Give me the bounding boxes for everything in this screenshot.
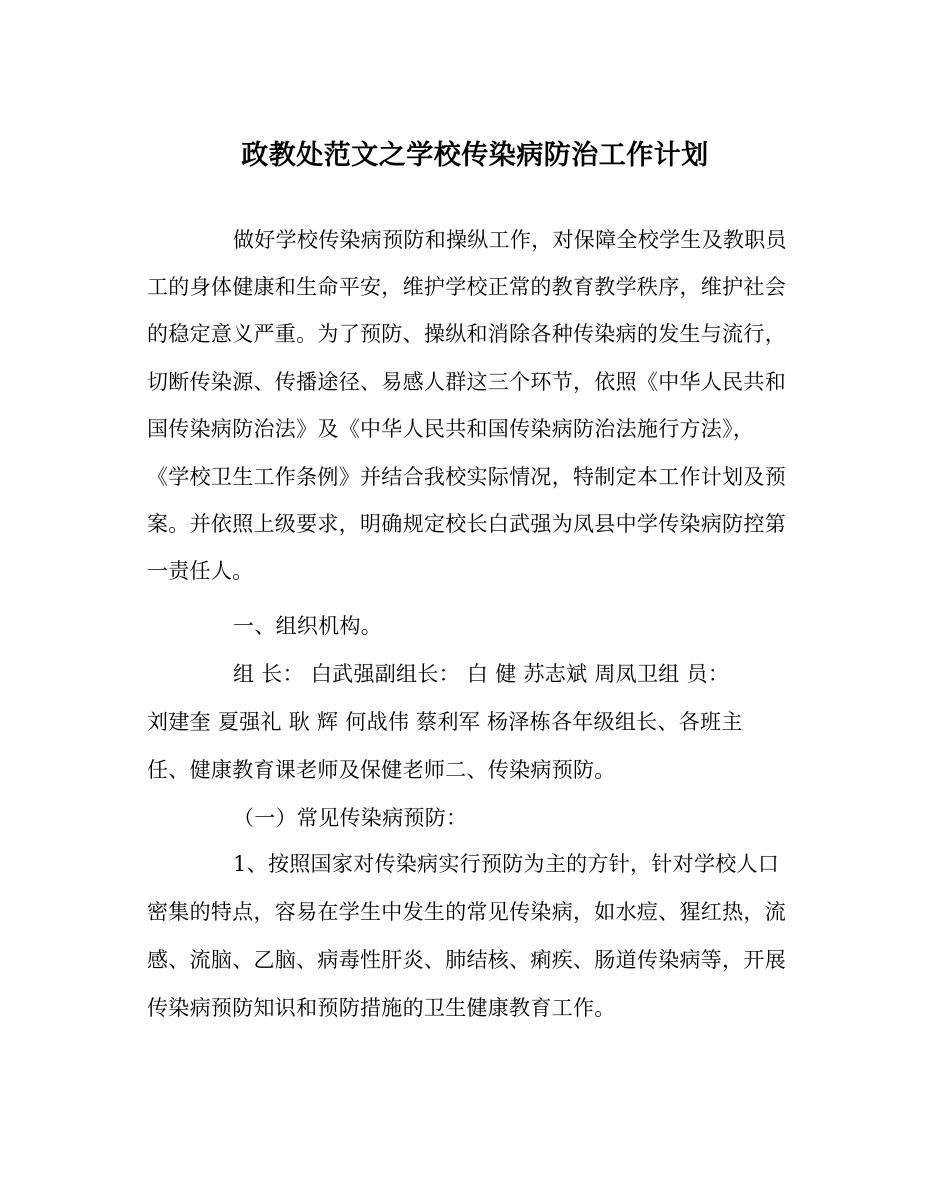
paragraph-line: 工的身体健康和生命平安，维护学校正常的教育教学秩序，维护社会 [147,275,786,299]
paragraph-line: 切断传染源、传播途径、易感人群这三个环节，依照《中华人民共和 [147,370,786,394]
paragraph-line: 传染病预防知识和预防措施的卫生健康教育工作。 [147,996,616,1020]
paragraph-line: 感、流脑、乙脑、病毒性肝炎、肺结核、痢疾、肠道传染病等，开展 [147,948,786,972]
paragraph-line: 密集的特点，容易在学生中发生的常见传染病，如水痘、猩红热，流 [147,900,786,924]
document-title: 政教处范文之学校传染病防治工作计划 [241,140,709,171]
paragraph-line: 国传染病防治法》及《中华人民共和国传染病防治法施行方法》， [147,417,755,441]
paragraph-line: 案。并依照上级要求，明确规定校长白武强为凤县中学传染病防控第 [147,512,786,536]
paragraph-line: 一责任人。 [147,559,254,583]
paragraph-line: 组 长： 白武强副组长： 白 健 苏志斌 周凤卫组 员： [233,662,730,686]
paragraph-line: 做好学校传染病预防和操纵工作，对保障全校学生及教职员 [233,228,787,252]
subsection-heading: （一）常见传染病预防： [233,806,468,830]
paragraph-line: 的稳定意义严重。为了预防、操纵和消除各种传染病的发生与流行， [147,322,786,346]
paragraph-line: 刘建奎 夏强礼 耿 辉 何战伟 蔡利军 杨泽栋各年级组长、各班主 [147,710,743,734]
paragraph-line: 1、按照国家对传染病实行预防为主的方针，针对学校人口 [233,852,780,876]
paragraph-line: 《学校卫生工作条例》并结合我校实际情况，特制定本工作计划及预 [147,465,786,489]
section-heading: 一、组织机构。 [233,614,383,638]
paragraph-line: 任、健康教育课老师及保健老师二、传染病预防。 [147,758,616,782]
